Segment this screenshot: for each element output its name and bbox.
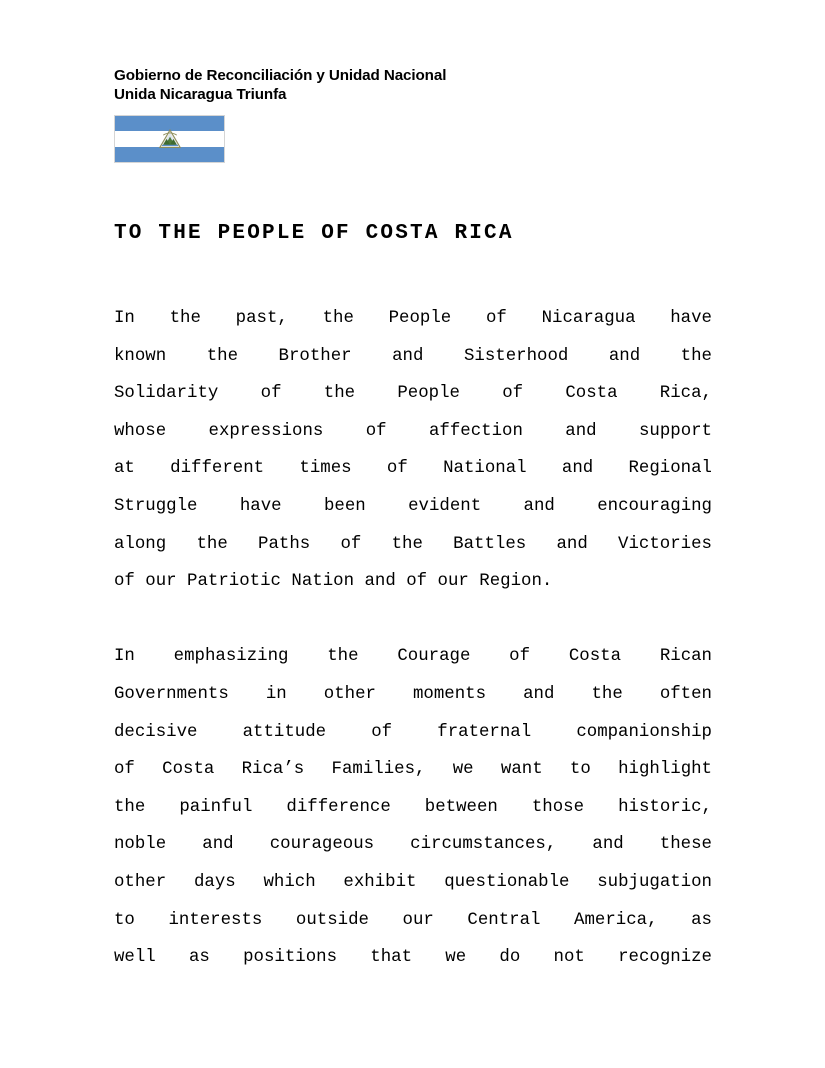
text-line: of our Patriotic Nation and of our Region.: [114, 572, 553, 592]
letterhead-line-1: Gobierno de Reconciliación y Unidad Nacional: [114, 67, 447, 84]
text-line: at different times of National and Regional: [114, 459, 712, 479]
text-line: along the Paths of the Battles and Victories: [114, 534, 712, 554]
letterhead-line-2: Unida Nicaragua Triunfa: [114, 86, 287, 103]
letterhead: [114, 66, 734, 104]
text-line: the painful difference between those historic,: [114, 797, 712, 817]
text-line: whose expressions of affection and support: [114, 421, 712, 441]
text-line: Governments in other moments and the often: [114, 684, 712, 704]
paragraph-2: [114, 638, 712, 976]
text-line: Struggle have been evident and encouraging: [114, 496, 712, 516]
text-line: noble and courageous circumstances, and these: [114, 835, 712, 855]
text-line: well as positions that we do not recognize: [114, 948, 712, 968]
text-line: of Costa Rica’s Families, we want to highlight: [114, 760, 712, 780]
text-line: other days which exhibit questionable subjugation: [114, 872, 712, 892]
page-title: TO THE PEOPLE OF COSTA RICA: [114, 222, 514, 245]
text-line: to interests outside our Central America, as: [114, 910, 712, 930]
document-body: [114, 300, 712, 977]
nicaragua-flag: [114, 115, 225, 163]
text-line: known the Brother and Sisterhood and the: [114, 346, 712, 366]
text-line: decisive attitude of fraternal companionship: [114, 722, 712, 742]
text-line: In the past, the People of Nicaragua have: [114, 309, 712, 328]
text-line: Solidarity of the People of Costa Rica,: [114, 384, 712, 404]
paragraph-1: [114, 300, 712, 601]
text-line: In emphasizing the Courage of Costa Rican: [114, 647, 712, 667]
nicaragua-coat-of-arms-icon: [158, 129, 182, 150]
